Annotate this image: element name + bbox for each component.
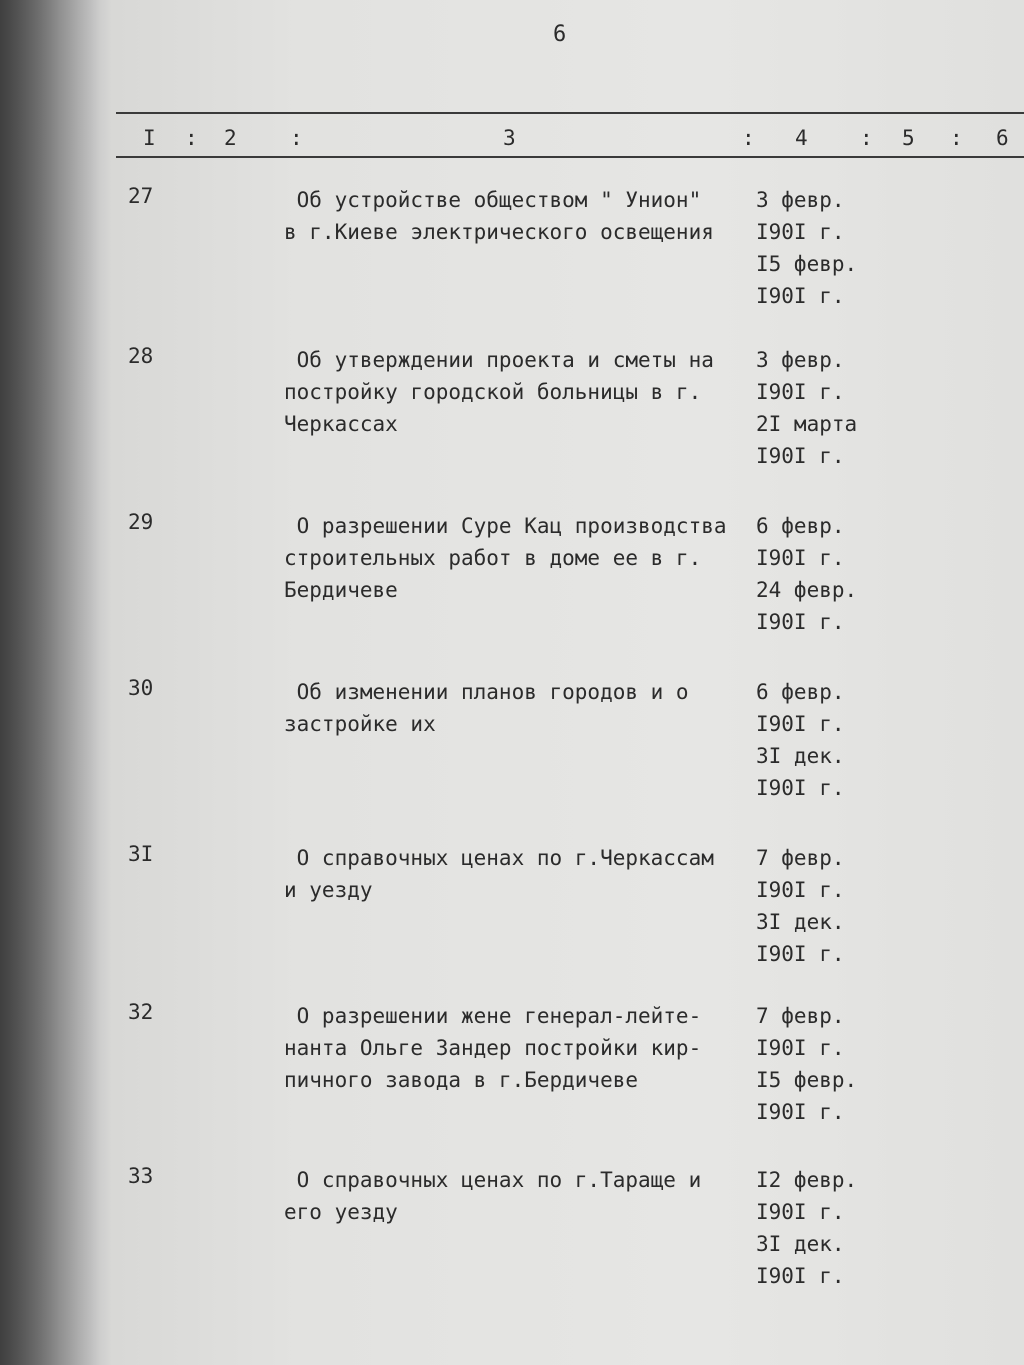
row-title: Об устройстве обществом " Унион" в г.Киеве электрического освещения <box>284 188 714 244</box>
row-title: О справочных ценах по г.Тараще и его уезду <box>284 1168 702 1224</box>
row-number: 3I <box>128 842 154 866</box>
row-dates: 7 февр. I90I г. 3I дек. I90I г. <box>756 846 845 966</box>
column-header-1: I <box>143 126 156 150</box>
row-dates: 3 февр. I90I г. 2I марта I90I г. <box>756 348 858 468</box>
row-number: 30 <box>128 676 154 700</box>
column-separator: : <box>950 126 963 150</box>
page-number: 6 <box>553 22 567 47</box>
header-rule-top <box>116 112 1024 114</box>
column-header-4: 4 <box>795 126 808 150</box>
row-dates: 6 февр. I90I г. 3I дек. I90I г. <box>756 680 845 800</box>
column-header-2: 2 <box>224 126 237 150</box>
column-header-3: 3 <box>503 126 516 150</box>
header-rule-bottom <box>116 156 1024 158</box>
row-title: О справочных ценах по г.Черкассам и уезду <box>284 846 714 902</box>
row-title: О разрешении жене генерал-лейте- нанта Ольге Зандер постройки кир- пичного завода в г.Бердичеве <box>284 1004 702 1092</box>
row-number: 32 <box>128 1000 154 1024</box>
column-separator: : <box>742 126 755 150</box>
column-separator: : <box>185 126 198 150</box>
row-title: О разрешении Суре Кац производства строительных работ в доме ее в г. Бердичеве <box>284 514 727 602</box>
row-title: Об утверждении проекта и сметы на постройку городской больницы в г. Черкассах <box>284 348 714 436</box>
column-separator: : <box>860 126 873 150</box>
row-number: 28 <box>128 344 154 368</box>
row-dates: 3 февр. I90I г. I5 февр. I90I г. <box>756 188 858 308</box>
row-number: 29 <box>128 510 154 534</box>
column-separator: : <box>290 126 303 150</box>
row-number: 27 <box>128 184 154 208</box>
row-dates: 6 февр. I90I г. 24 февр. I90I г. <box>756 514 858 634</box>
row-title: Об изменении планов городов и о застройке их <box>284 680 689 736</box>
column-header-5: 5 <box>902 126 915 150</box>
row-dates: I2 февр. I90I г. 3I дек. I90I г. <box>756 1168 858 1288</box>
row-number: 33 <box>128 1164 154 1188</box>
column-header-6: 6 <box>996 126 1009 150</box>
row-dates: 7 февр. I90I г. I5 февр. I90I г. <box>756 1004 858 1124</box>
binding-fold-shadow <box>0 0 100 1365</box>
